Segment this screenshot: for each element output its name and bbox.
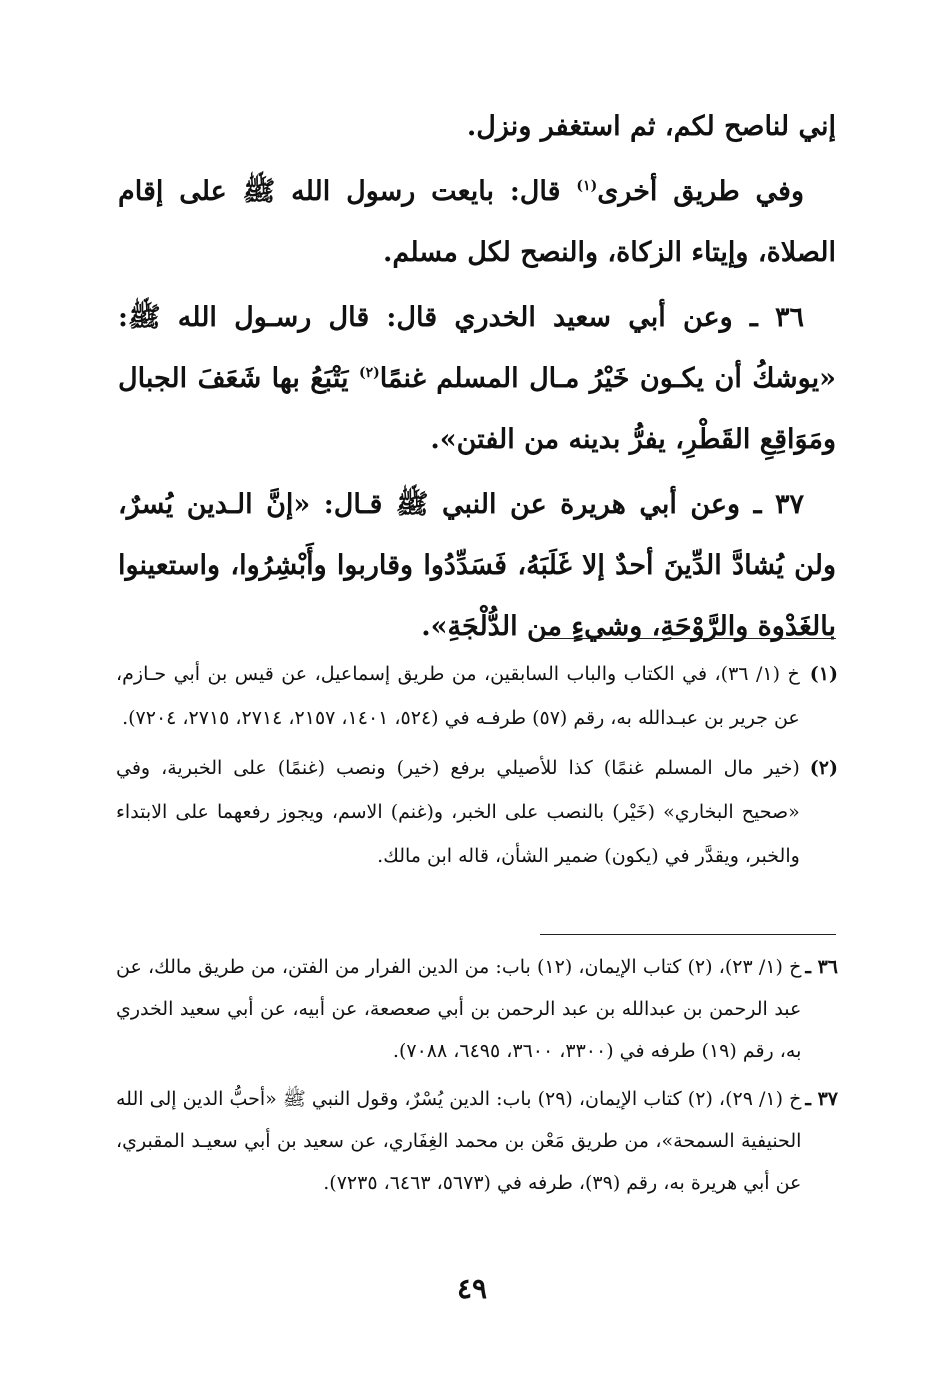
hadith-37: ٣٧ ـ وعن أبي هريرة عن النبي ﷺ قـال: «إنَّ الـدين يُسرٌ، ولن يُشادَّ الدِّينَ أحدٌ إلا غَلَبَهُ، فَسَدِّدُوا وقاربوا وأَبْشِرُوا، واستعينوا بالغَدْوة والرَّوْحَةِ، وشيءٍ من الدُّلْجَةِ». [118, 489, 836, 642]
footnotes [116, 652, 838, 884]
footnote-text: خ (١/ ٣٦)، في الكتاب والباب السابقين، من طريق إسماعيل، عن قيس بن أبي حـازم، عن جرير بن عبـدالله به، رقم (٥٧) طرفـه في (٥٢٤، ١٤٠١، ٢١٥٧، ٢٧١٤، ٢٧١٥، ٧٢٠٤). [116, 663, 800, 729]
page-number: ٤٩ [456, 1272, 488, 1305]
footnote-ref-1[interactable]: (١) [576, 178, 598, 194]
paragraph-2-start: وفي طريق أخرى [597, 176, 804, 207]
footnote-text: (خير مال المسلم غنمًا) كذا للأصيلي برفع (خير) ونصب (غنمًا) على الخبرية، وفي «صحيح البخاري» (خَيْر) بالنصب على الخبر، و(غنم) الاسم، ويجوز رفعهما على الابتداء والخبر، ويقدَّر في (يكون) ضمير الشأن، قاله ابن مالك. [116, 757, 800, 867]
source-note-number: ٣٦ ـ [805, 956, 838, 978]
source-note-number: ٣٧ ـ [805, 1088, 838, 1110]
source-notes [116, 946, 838, 1210]
footnote [116, 652, 838, 740]
footnote-divider [540, 638, 836, 639]
footnote [116, 746, 838, 878]
source-note [116, 1078, 838, 1204]
sources-divider [540, 934, 836, 935]
footnote-ref-2[interactable]: (٢) [358, 365, 380, 381]
footnote-number: (١) [809, 663, 838, 685]
paragraph-1: إني لناصح لكم، ثم استغفر ونزل. [466, 111, 836, 142]
main-text [118, 96, 836, 661]
source-note [116, 946, 838, 1072]
paragraph-2-end: قال: بايعت رسول الله ﷺ على إقام الصلاة، وإيتاء الزكاة، والنصح لكل مسلم. [118, 176, 836, 268]
hadith-36 [118, 287, 836, 470]
paragraph-2 [118, 161, 836, 283]
hadith-36-end: يَتْبَعُ بها شَعَفَ الجبال ومَوَاقِعِ القَطْرِ، يفرُّ بدينه من الفتن». [118, 363, 836, 455]
source-note-text: خ (١/ ٢٩)، (٢) كتاب الإيمان، (٢٩) باب: الدين يُسْرٌ، وقول النبي ﷺ «أحبُّ الدين إلى الله الحنيفية السمحة»، من طريق مَعْن بن محمد الغِفَاري، عن سعيد بن أبي سعيـد المقبري، عن أبي هريرة به، رقم (٣٩)، طرفه في (٥٦٧٣، ٦٤٦٣، ٧٢٣٥). [116, 1088, 802, 1194]
hadith-36-start: ٣٦ ـ وعن أبي سعيد الخدري قال: قال رسـول الله ﷺ: «يوشكُ أن يكـون خَيْرُ مـال المسلم غنمًا [118, 302, 836, 394]
source-note-text: خ (١/ ٢٣)، (٢) كتاب الإيمان، (١٢) باب: من الدين الفرار من الفتن، من طريق مالك، عن عبد الرحمن بن عبدالله بن عبد الرحمن بن أبي صعصعة، عن أبيه، عن أبي سعيد الخدري به، رقم (١٩) طرفه في (٣٣٠٠، ٣٦٠٠، ٦٤٩٥، ٧٠٨٨). [116, 956, 802, 1062]
footnote-number: (٢) [809, 757, 838, 779]
